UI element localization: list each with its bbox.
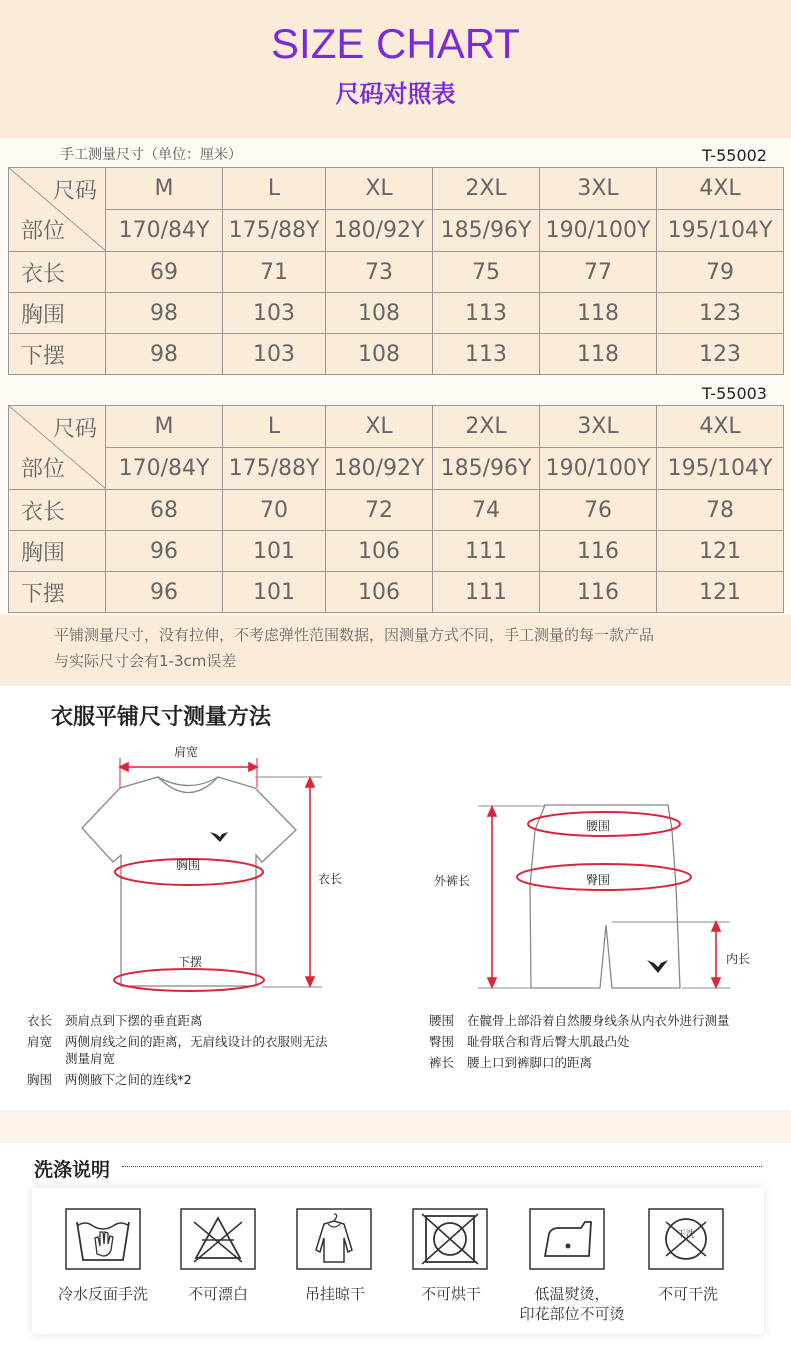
low-iron-icon: [529, 1208, 605, 1270]
value-cell: 74: [433, 490, 540, 531]
spec-cell: 175/88Y: [223, 448, 326, 490]
value-cell: 98: [106, 293, 223, 334]
value-cell: 72: [326, 490, 433, 531]
wash-caption: [386, 1284, 516, 1304]
size-header: M: [106, 168, 223, 210]
table-corner: [9, 168, 106, 252]
style-code: T-55002: [702, 146, 767, 165]
size-header: 2XL: [433, 168, 540, 210]
value-cell: 113: [433, 293, 540, 334]
wash-caption: [507, 1284, 637, 1324]
value-cell: 108: [326, 334, 433, 375]
definition-item: [27, 1033, 377, 1050]
shoulder-label: 肩宽: [174, 745, 199, 759]
definition-key: 臀围: [429, 1034, 455, 1049]
value-cell: 123: [657, 334, 784, 375]
spec-cell: 195/104Y: [657, 210, 784, 252]
definition-text: 腰上口到裤脚口的距离: [467, 1055, 593, 1070]
hang-dry-icon: [296, 1208, 372, 1270]
definition-text: 颈肩点到下摆的垂直距离: [65, 1013, 203, 1028]
page-title: SIZE CHART: [271, 20, 520, 67]
size-header: 4XL: [657, 168, 784, 210]
value-cell: 75: [433, 252, 540, 293]
value-cell: 78: [657, 490, 784, 531]
measure-title: 衣服平铺尺寸测量方法: [51, 705, 272, 730]
hem-ellipse: [114, 969, 264, 991]
table-row: [9, 334, 784, 375]
dry-clean-mark: 干洗: [676, 1230, 696, 1240]
value-cell: 103: [223, 293, 326, 334]
wash-caption: [270, 1284, 400, 1304]
spec-cell: 180/92Y: [326, 210, 433, 252]
spec-cell: 190/100Y: [540, 448, 657, 490]
value-cell: 106: [326, 572, 433, 613]
table-row: [9, 490, 784, 531]
row-label: 胸围: [9, 531, 106, 572]
wash-title: 洗涤说明: [34, 1159, 111, 1181]
value-cell: 118: [540, 334, 657, 375]
value-cell: 106: [326, 531, 433, 572]
definition-text: 两侧腋下之间的连线*2: [65, 1072, 192, 1087]
disclaimer-line: 平铺测量尺寸，没有拉伸，不考虑弹性范围数据，因测量方式不同，手工测量的每一款产品: [54, 626, 655, 644]
no-tumble-dry-icon: [412, 1208, 488, 1270]
hem-label: 下摆: [178, 955, 203, 969]
spec-cell: 175/88Y: [223, 210, 326, 252]
table-row: [9, 572, 784, 613]
value-cell: 96: [106, 572, 223, 613]
length-arrow: [255, 777, 322, 987]
size-header: L: [223, 168, 326, 210]
definition-text: 两侧肩线之间的距离，无肩线设计的衣服则无法: [65, 1034, 328, 1049]
corner-part-label: 部位: [21, 219, 66, 244]
table-corner: [9, 406, 106, 490]
definition-item: [27, 1012, 377, 1029]
no-bleach-icon: [180, 1208, 256, 1270]
size-header: L: [223, 406, 326, 448]
value-cell: 79: [657, 252, 784, 293]
row-label: 下摆: [9, 334, 106, 375]
value-cell: 113: [433, 334, 540, 375]
definition-key: 胸围: [27, 1072, 53, 1087]
caption-line: 不可漂白: [187, 1285, 248, 1303]
definitions-right: [429, 1012, 779, 1071]
definition-text: 在髋骨上部沿着自然腰身线条从内衣外进行测量: [467, 1013, 730, 1028]
measure-diagram: [0, 730, 791, 1000]
spec-cell: 190/100Y: [540, 210, 657, 252]
v-logo-icon: [647, 960, 668, 973]
corner-size-label: 尺码: [52, 417, 97, 442]
corner-part-label: 部位: [21, 457, 66, 482]
size-header: 3XL: [540, 406, 657, 448]
definition-text: 耻骨联合和背后臀大肌最凸处: [467, 1034, 630, 1049]
size-header: 2XL: [433, 406, 540, 448]
table-row: [9, 252, 784, 293]
value-cell: 108: [326, 293, 433, 334]
disclaimer-line: 与实际尺寸会有1-3cm误差: [54, 652, 237, 670]
row-label: 下摆: [9, 572, 106, 613]
value-cell: 103: [223, 334, 326, 375]
unit-note: 手工测量尺寸（单位：厘米）: [60, 147, 242, 163]
caption-line: 不可烘干: [420, 1285, 481, 1303]
dotted-divider: [122, 1166, 762, 1167]
size-header: 3XL: [540, 168, 657, 210]
value-cell: 101: [223, 572, 326, 613]
definition-item: [27, 1071, 377, 1088]
value-cell: 116: [540, 531, 657, 572]
definition-item: [429, 1012, 779, 1029]
caption-line: 印花部位不可烫: [519, 1305, 625, 1323]
no-dry-clean-icon: [648, 1208, 724, 1270]
definition-key: 腰围: [429, 1013, 455, 1028]
chest-label: 胸围: [176, 858, 201, 872]
shoulder-arrow: [120, 758, 257, 788]
wash-caption: [623, 1284, 753, 1304]
value-cell: 118: [540, 293, 657, 334]
size-header: M: [106, 406, 223, 448]
definition-key: 肩宽: [27, 1034, 53, 1049]
definition-key: 衣长: [27, 1013, 53, 1028]
spec-cell: 180/92Y: [326, 448, 433, 490]
value-cell: 73: [326, 252, 433, 293]
table-row: [9, 293, 784, 334]
hand-wash-icon: [65, 1208, 141, 1270]
size-header: XL: [326, 406, 433, 448]
table-row: [9, 531, 784, 572]
style-code: T-55003: [702, 384, 767, 403]
value-cell: 111: [433, 531, 540, 572]
spec-cell: 185/96Y: [433, 448, 540, 490]
size-table: [8, 405, 784, 613]
row-label: 衣长: [9, 490, 106, 531]
outseam-label: 外裤长: [434, 874, 471, 888]
value-cell: 111: [433, 572, 540, 613]
measurement-disclaimer: [54, 622, 774, 674]
value-cell: 98: [106, 334, 223, 375]
value-cell: 121: [657, 572, 784, 613]
size-header: 4XL: [657, 406, 784, 448]
value-cell: 68: [106, 490, 223, 531]
inseam-arrow: [612, 922, 730, 988]
row-label: 胸围: [9, 293, 106, 334]
value-cell: 71: [223, 252, 326, 293]
definition-item: [429, 1033, 779, 1050]
spec-cell: 195/104Y: [657, 448, 784, 490]
spec-cell: 170/84Y: [106, 210, 223, 252]
value-cell: 69: [106, 252, 223, 293]
size-header: XL: [326, 168, 433, 210]
value-cell: 121: [657, 531, 784, 572]
waist-label: 腰围: [586, 819, 611, 833]
definition-item: [429, 1054, 779, 1071]
caption-line: 冷水反面手洗: [57, 1285, 148, 1303]
value-cell: 76: [540, 490, 657, 531]
length-label: 衣长: [318, 872, 343, 886]
caption-line: 不可干洗: [657, 1285, 718, 1303]
value-cell: 77: [540, 252, 657, 293]
spec-cell: 185/96Y: [433, 210, 540, 252]
row-label: 衣长: [9, 252, 106, 293]
definition-key: 裤长: [429, 1055, 455, 1070]
value-cell: 116: [540, 572, 657, 613]
size-table: [8, 167, 784, 375]
value-cell: 70: [223, 490, 326, 531]
corner-size-label: 尺码: [52, 179, 97, 204]
hip-label: 臀围: [586, 873, 611, 887]
caption-line: 低温熨烫，: [534, 1285, 610, 1303]
value-cell: 123: [657, 293, 784, 334]
v-logo-icon: [210, 832, 228, 842]
value-cell: 96: [106, 531, 223, 572]
definition-text: 测量肩宽: [65, 1051, 116, 1066]
page-subtitle: 尺码对照表: [335, 80, 456, 108]
definitions-left: [27, 1012, 377, 1088]
wash-caption: [38, 1284, 168, 1304]
wash-caption: [153, 1284, 283, 1304]
caption-line: 吊挂晾干: [304, 1285, 365, 1303]
inseam-label: 内长: [726, 952, 751, 966]
value-cell: 101: [223, 531, 326, 572]
spec-cell: 170/84Y: [106, 448, 223, 490]
